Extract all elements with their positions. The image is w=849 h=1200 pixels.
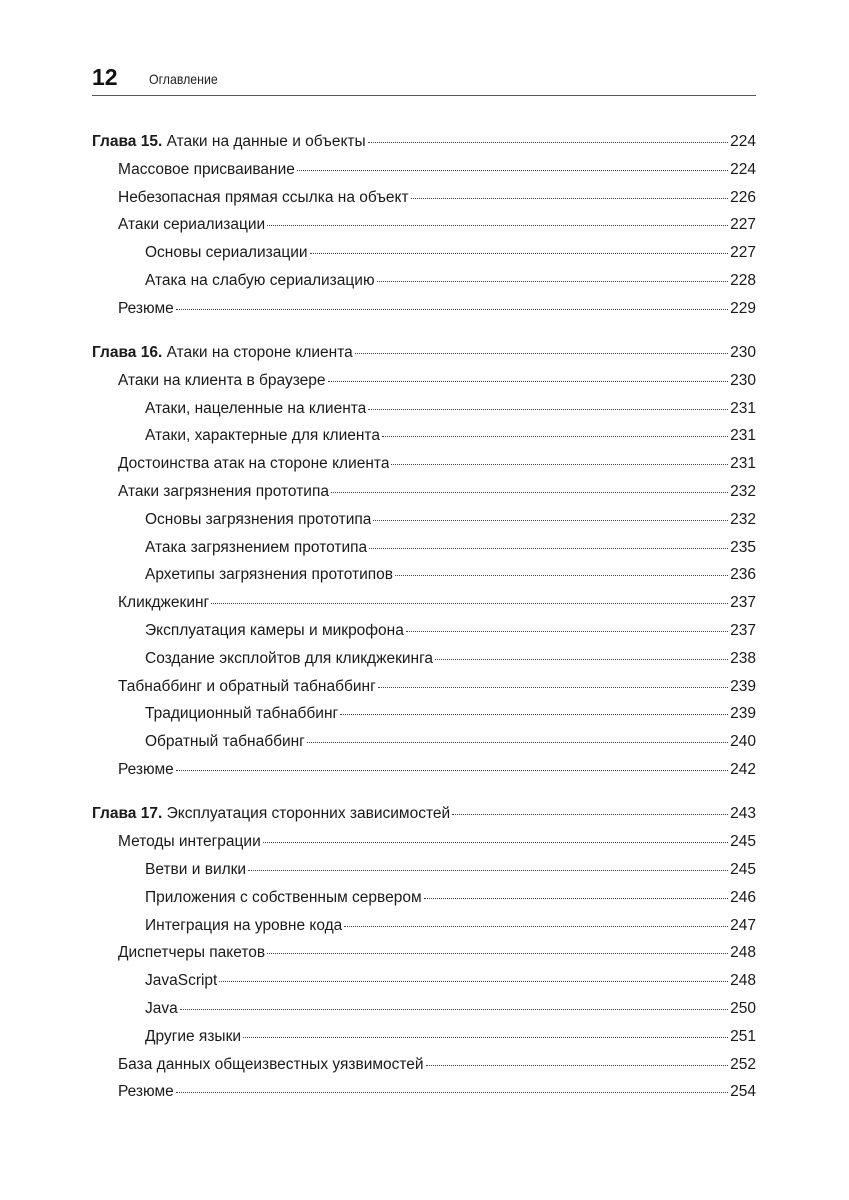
- toc-entry: [92, 939, 756, 967]
- section-title: Диспетчеры пакетов: [118, 944, 266, 962]
- dot-leader: [243, 1037, 728, 1038]
- page-ref: 224: [730, 133, 756, 150]
- toc-entry: [92, 728, 756, 756]
- toc-entry-text: [145, 1023, 241, 1051]
- toc-entry: [92, 450, 756, 478]
- page-ref: 252: [730, 1055, 756, 1073]
- page-ref: 248: [730, 972, 756, 990]
- dot-leader: [267, 225, 728, 226]
- toc-entry-text: [118, 1051, 424, 1079]
- toc-entry-text: [145, 239, 308, 267]
- toc-entry-text: [118, 295, 174, 323]
- page-ref: 224: [730, 160, 756, 178]
- section-title: Java: [145, 999, 178, 1017]
- toc-entry: [92, 184, 756, 212]
- toc-entry: [92, 1023, 756, 1051]
- dot-leader: [373, 520, 728, 521]
- dot-leader: [267, 953, 728, 954]
- page-ref: 227: [730, 216, 756, 234]
- section-title: Атаки загрязнения прототипа: [118, 483, 329, 501]
- toc-entry: [92, 478, 756, 506]
- toc-entry: [92, 239, 756, 267]
- page-ref: 245: [730, 860, 756, 878]
- section-title: Ветви и вилки: [145, 860, 247, 878]
- toc-entry-text: [118, 1078, 174, 1106]
- page-ref: 232: [730, 483, 756, 501]
- section-title: JavaScript: [145, 972, 218, 990]
- section-title: Резюме: [118, 761, 174, 779]
- section-title: Традиционный табнаббинг: [145, 705, 339, 723]
- page-ref: 227: [730, 244, 756, 262]
- section-title: Другие языки: [145, 1027, 242, 1045]
- page-ref: 226: [730, 188, 756, 206]
- toc-entry-text: [145, 395, 366, 423]
- chapter-label: Глава 16.: [92, 344, 163, 362]
- toc-entry-text: [145, 912, 342, 940]
- page-ref: 237: [730, 622, 756, 640]
- section-title: Приложения с собственным сервером: [145, 888, 422, 906]
- section-title: Массовое присваивание: [118, 160, 295, 178]
- page-ref: 229: [730, 299, 756, 317]
- page-ref: 231: [730, 427, 756, 445]
- chapter-block: [92, 339, 756, 784]
- dot-leader: [378, 687, 728, 688]
- page-ref: 231: [730, 455, 756, 473]
- dot-leader: [176, 1092, 728, 1093]
- toc-entry: [92, 589, 756, 617]
- dot-leader: [377, 281, 729, 282]
- section-title: Обратный табнаббинг: [145, 733, 305, 751]
- toc-entry-text: [145, 645, 433, 673]
- toc-entry: [92, 1078, 756, 1106]
- toc-entry-text: [145, 506, 371, 534]
- page-ref: 243: [730, 805, 756, 823]
- dot-leader: [248, 870, 728, 871]
- chapter-title: Атаки на стороне клиента: [166, 344, 353, 362]
- page-ref: 230: [730, 371, 756, 389]
- page-ref: 228: [730, 271, 756, 289]
- page-ref: 250: [730, 999, 756, 1017]
- toc-entry-text: [118, 156, 295, 184]
- dot-leader: [452, 814, 728, 815]
- toc-entry: [92, 367, 756, 395]
- page-ref: 230: [730, 344, 756, 362]
- page-ref: 248: [730, 944, 756, 962]
- dot-leader: [391, 464, 728, 465]
- dot-leader: [344, 926, 728, 927]
- page-ref: 232: [730, 510, 756, 528]
- section-title: Атака загрязнением прототипа: [145, 538, 368, 556]
- page-ref: 236: [730, 566, 756, 584]
- page-ref: 238: [730, 649, 756, 667]
- chapter-title: Атаки на данные и объекты: [166, 133, 366, 150]
- toc-entry-text: [145, 617, 404, 645]
- toc-entry: [92, 828, 756, 856]
- section-title: Резюме: [118, 1083, 174, 1101]
- section-title: Архетипы загрязнения прототипов: [145, 566, 393, 584]
- table-of-contents: [92, 128, 756, 1106]
- dot-leader: [368, 409, 728, 410]
- toc-entry-text: [145, 967, 217, 995]
- toc-entry-text: [118, 367, 326, 395]
- section-title: Интеграция на уровне кода: [145, 916, 343, 934]
- toc-entry: [92, 395, 756, 423]
- toc-entry-text: [145, 728, 305, 756]
- section-title: Кликджекинг: [118, 594, 210, 612]
- toc-entry: [92, 856, 756, 884]
- toc-entry-text: [118, 673, 376, 701]
- section-title: Атаки сериализации: [118, 216, 266, 234]
- toc-entry: [92, 617, 756, 645]
- dot-leader: [395, 575, 728, 576]
- section-title: Эксплуатация камеры и микрофона: [145, 622, 404, 640]
- toc-entry-text: [118, 828, 261, 856]
- section-title: Небезопасная прямая ссылка на объект: [118, 188, 409, 206]
- dot-leader: [355, 353, 728, 354]
- toc-entry-text: [145, 422, 380, 450]
- page-ref: 246: [730, 888, 756, 906]
- dot-leader: [340, 714, 728, 715]
- toc-entry: [92, 1051, 756, 1079]
- toc-entry: [92, 884, 756, 912]
- section-title: Основы сериализации: [145, 244, 308, 262]
- toc-entry: [92, 422, 756, 450]
- toc-entry-text: [145, 561, 393, 589]
- dot-leader: [331, 492, 728, 493]
- running-title: Оглавление: [149, 71, 218, 87]
- dot-leader: [426, 1065, 729, 1066]
- toc-entry-text: [118, 939, 265, 967]
- toc-entry: [92, 156, 756, 184]
- toc-entry-text: [118, 756, 174, 784]
- section-title: Создание эксплойтов для кликджекинга: [145, 649, 433, 667]
- toc-entry: [92, 534, 756, 562]
- toc-entry: [92, 995, 756, 1023]
- toc-entry: [92, 211, 756, 239]
- section-title: Методы интеграции: [118, 833, 261, 851]
- dot-leader: [369, 548, 728, 549]
- toc-entry-text: [118, 184, 409, 212]
- toc-chapter-entry: [92, 339, 756, 367]
- page-ref: 231: [730, 399, 756, 417]
- toc-entry: [92, 506, 756, 534]
- toc-entry-text: [92, 128, 366, 156]
- toc-entry: [92, 912, 756, 940]
- page-ref: 245: [730, 833, 756, 851]
- dot-leader: [435, 659, 728, 660]
- page-ref: 239: [730, 705, 756, 723]
- page-ref: 239: [730, 677, 756, 695]
- dot-leader: [176, 309, 728, 310]
- section-title: База данных общеизвестных уязвимостей: [118, 1055, 424, 1073]
- dot-leader: [424, 898, 729, 899]
- toc-entry-text: [92, 339, 353, 367]
- toc-entry: [92, 267, 756, 295]
- page-header: [92, 64, 756, 96]
- toc-entry-text: [145, 267, 375, 295]
- toc-chapter-entry: [92, 800, 756, 828]
- page-ref: 240: [730, 733, 756, 751]
- toc-entry-text: [118, 450, 389, 478]
- page-ref: 254: [730, 1083, 756, 1101]
- toc-entry: [92, 967, 756, 995]
- section-title: Атаки, нацеленные на клиента: [145, 399, 367, 417]
- dot-leader: [297, 170, 728, 171]
- page-ref: 235: [730, 538, 756, 556]
- chapter-title: Эксплуатация сторонних зависимостей: [166, 805, 451, 823]
- toc-entry: [92, 561, 756, 589]
- toc-entry-text: [92, 800, 450, 828]
- toc-chapter-entry: [92, 128, 756, 156]
- toc-entry-text: [145, 856, 246, 884]
- toc-entry: [92, 673, 756, 701]
- page-ref: 242: [730, 761, 756, 779]
- toc-entry-text: [118, 478, 329, 506]
- toc-entry-text: [118, 589, 209, 617]
- dot-leader: [411, 198, 729, 199]
- toc-entry: [92, 700, 756, 728]
- toc-entry-text: [145, 884, 422, 912]
- toc-entry: [92, 645, 756, 673]
- dot-leader: [180, 1009, 728, 1010]
- page-number: 12: [92, 64, 118, 90]
- page-ref: 237: [730, 594, 756, 612]
- section-title: Основы загрязнения прототипа: [145, 510, 372, 528]
- section-title: Резюме: [118, 299, 174, 317]
- dot-leader: [328, 381, 729, 382]
- toc-entry-text: [145, 995, 178, 1023]
- page-ref: 247: [730, 916, 756, 934]
- toc-entry-text: [145, 700, 338, 728]
- section-title: Атаки на клиента в браузере: [118, 371, 326, 389]
- dot-leader: [406, 631, 728, 632]
- dot-leader: [368, 142, 728, 143]
- toc-entry-text: [145, 534, 367, 562]
- page-ref: 251: [730, 1027, 756, 1045]
- toc-entry-text: [118, 211, 265, 239]
- section-title: Атака на слабую сериализацию: [145, 271, 375, 289]
- chapter-block: [92, 800, 756, 1106]
- chapter-block: [92, 128, 756, 323]
- chapter-label: Глава 17.: [92, 805, 163, 823]
- dot-leader: [382, 436, 728, 437]
- section-title: Достоинства атак на стороне клиента: [118, 455, 390, 473]
- chapter-label: Глава 15.: [92, 133, 163, 150]
- toc-entry: [92, 295, 756, 323]
- section-title: Табнаббинг и обратный табнаббинг: [118, 677, 376, 695]
- dot-leader: [263, 842, 728, 843]
- section-title: Атаки, характерные для клиента: [145, 427, 380, 445]
- dot-leader: [219, 981, 728, 982]
- dot-leader: [211, 603, 728, 604]
- dot-leader: [310, 253, 729, 254]
- toc-entry: [92, 756, 756, 784]
- dot-leader: [176, 770, 728, 771]
- dot-leader: [307, 742, 728, 743]
